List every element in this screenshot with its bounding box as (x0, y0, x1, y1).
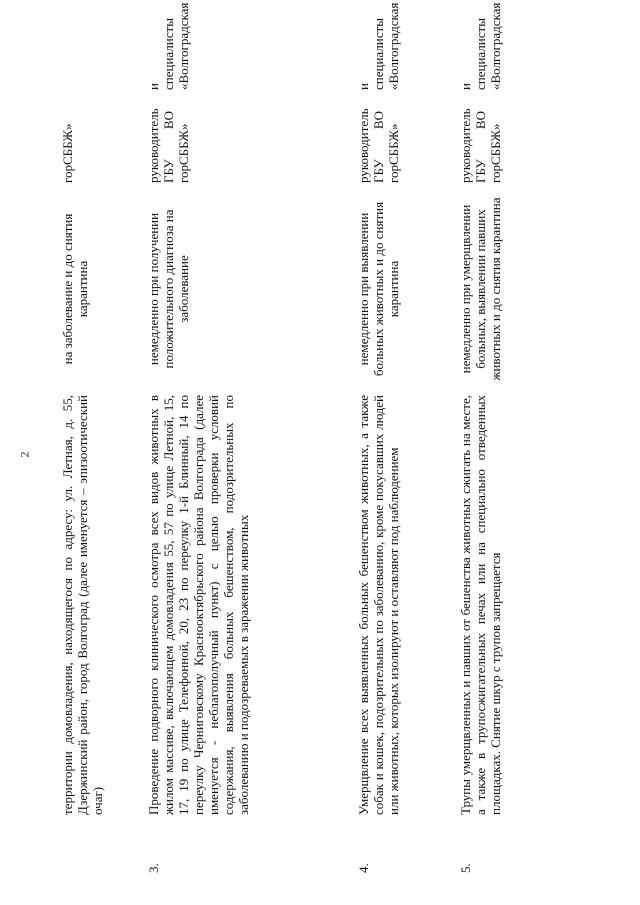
measure-responsible: руководитель ГБУ ВО горСББЖ» (146, 108, 191, 183)
measure-description: Проведение подворного клинического осмотра всех видов животных в жилом массиве, включающем домовладения 55, 57 по улице Летной, 15, 17, 19 по улице Телефонной, 20, 23 по переулку 1-й Блинный, 14 по переулку Черниговскому Краснооктябрьского района Волгограда (далее именуется - неблагополучный пункт) с целью проверки условий содержания, выявления больных бешенством, подозрительных по заболеванию и подозреваемых в заражении животных (146, 395, 251, 815)
measure-description: территории домовладения, находящегося по адресу: ул. Летная, д. 55, Дзержинский район, город Волгоград (далее именуется – эпизоотический очаг) (60, 395, 105, 815)
measure-specialists: и специалисты «Волгоградская (146, 2, 191, 90)
page-number: 2 (17, 451, 32, 458)
measure-responsible: руководитель ГБУ ВО горСББЖ» (458, 108, 503, 183)
measure-responsible: руководитель ГБУ ВО горСББЖ» (356, 108, 401, 183)
row-number: 4. (356, 863, 371, 873)
measure-term: немедленно при умерщвлении больных, выявлении павших животных и до снятия карантина (458, 197, 503, 381)
measure-term: немедленно при получении положительного диагноза на заболевание (146, 209, 191, 369)
measure-term: на заболевание и до снятия карантина (60, 213, 90, 365)
measure-responsible: горСББЖ» (60, 123, 75, 183)
measure-specialists: и специалисты «Волгоградская (458, 2, 503, 90)
measure-description: Умерщвление всех выявленных больных бешенством животных, а также собак и кошек, подозрительных по заболеванию, кроме покусавших людей или животных, которых изолируют и оставляют под наблюдением (356, 395, 401, 815)
row-number: 5. (458, 863, 473, 873)
measure-specialists: и специалисты «Волгоградская (356, 2, 401, 90)
row-number: 3. (146, 863, 161, 873)
measure-term: немедленно при выявлении больных животных и до снятия карантина (356, 201, 401, 377)
measure-description: Трупы умерщвленных и павших от бешенства животных сжигать на месте, а также в трупосжигательных печах или на специально отведенных площадках. Снятие шкур с трупов запрещается (458, 395, 503, 815)
